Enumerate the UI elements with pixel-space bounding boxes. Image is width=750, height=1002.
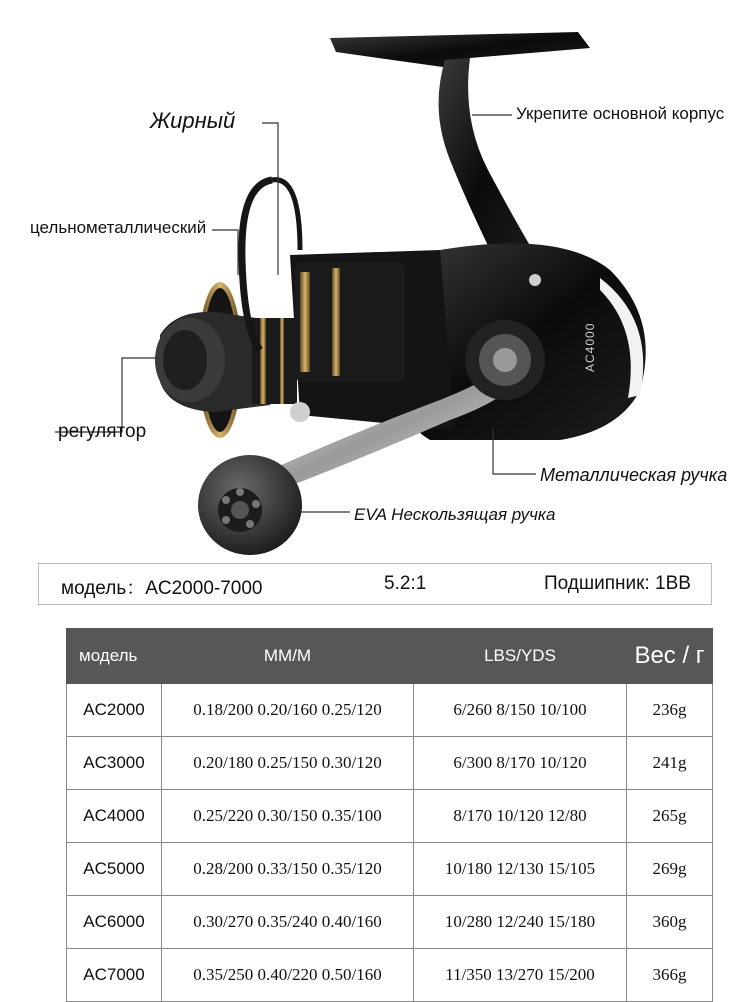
- cell-lbs: 6/260 8/150 10/100: [414, 684, 627, 737]
- header-mm: MM/M: [162, 629, 414, 684]
- cell-weight: 241g: [627, 737, 713, 790]
- callout-all-metal: цельнометаллический: [30, 218, 207, 237]
- cell-model: AC5000: [67, 843, 162, 896]
- callout-eva-handle: EVA Нескользящая ручка: [354, 505, 556, 524]
- spec-bearing: Подшипник: 1BB: [544, 573, 691, 594]
- cell-mm: 0.28/200 0.33/150 0.35/120: [162, 843, 414, 896]
- cell-model: AC6000: [67, 896, 162, 949]
- cell-model: AC7000: [67, 949, 162, 1002]
- cell-lbs: 8/170 10/120 12/80: [414, 790, 627, 843]
- cell-mm: 0.20/180 0.25/150 0.30/120: [162, 737, 414, 790]
- callout-bold: Жирный: [150, 108, 236, 133]
- spec-table: [66, 628, 713, 1002]
- cell-mm: 0.18/200 0.20/160 0.25/120: [162, 684, 414, 737]
- cell-mm: 0.25/220 0.30/150 0.35/100: [162, 790, 414, 843]
- table-row: [67, 949, 713, 1002]
- reel-marking: AC4000: [583, 322, 597, 372]
- cell-weight: 269g: [627, 843, 713, 896]
- table-row: [67, 843, 713, 896]
- cell-model: AC2000: [67, 684, 162, 737]
- cell-model: AC4000: [67, 790, 162, 843]
- cell-mm: 0.30/270 0.35/240 0.40/160: [162, 896, 414, 949]
- spec-bar: [38, 563, 712, 605]
- header-lbs: LBS/YDS: [414, 629, 627, 684]
- cell-weight: 360g: [627, 896, 713, 949]
- cell-weight: 265g: [627, 790, 713, 843]
- cell-model: AC3000: [67, 737, 162, 790]
- table-row: [67, 790, 713, 843]
- header-weight: Вес / г: [627, 629, 713, 684]
- cell-mm: 0.35/250 0.40/220 0.50/160: [162, 949, 414, 1002]
- callout-main-body: Укрепите основной корпус: [516, 104, 725, 123]
- header-model: модель: [67, 629, 162, 684]
- cell-weight: 236g: [627, 684, 713, 737]
- cell-lbs: 11/350 13/270 15/200: [414, 949, 627, 1002]
- cell-lbs: 10/280 12/240 15/180: [414, 896, 627, 949]
- spec-model: модель：AC2000-7000: [61, 578, 263, 599]
- table-header-row: [67, 629, 713, 684]
- cell-weight: 366g: [627, 949, 713, 1002]
- cell-lbs: 6/300 8/170 10/120: [414, 737, 627, 790]
- callout-regulator: регулятор: [58, 421, 147, 442]
- table-row: [67, 684, 713, 737]
- callout-metal-handle: Металлическая ручка: [540, 465, 728, 485]
- spec-gear-ratio: 5.2:1: [384, 573, 427, 594]
- table-row: [67, 896, 713, 949]
- cell-lbs: 10/180 12/130 15/105: [414, 843, 627, 896]
- table-row: [67, 737, 713, 790]
